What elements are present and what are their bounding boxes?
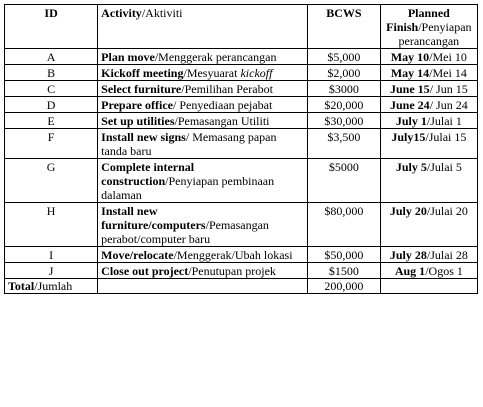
header-finish-sep: / — [418, 20, 422, 34]
row-id: C — [5, 81, 98, 97]
row-id: F — [5, 129, 98, 159]
row-id: D — [5, 97, 98, 113]
activity-ms: Mesyuarat — [186, 66, 241, 80]
row-finish — [380, 81, 477, 97]
total-finish-empty — [380, 279, 477, 294]
activity-sep: / — [185, 130, 190, 144]
row-finish — [380, 263, 477, 279]
row-activity — [98, 49, 308, 65]
activity-ms: Penyediaan pejabat — [176, 98, 273, 112]
total-bcws: 200,000 — [308, 279, 381, 294]
row-activity — [98, 113, 308, 129]
activity-sep: / — [154, 50, 159, 64]
activity-ms: Penyiapan pembinaan dalaman — [101, 174, 275, 202]
finish-ms: Julai 5 — [430, 160, 462, 174]
row-activity — [98, 65, 308, 81]
finish-en: July 28 — [389, 248, 427, 262]
finish-sep: / — [426, 114, 431, 128]
table-row — [5, 81, 478, 97]
activity-sep: / — [183, 66, 187, 80]
activity-ms: Memasang papan tanda baru — [101, 130, 277, 158]
row-finish — [380, 203, 477, 247]
total-label — [5, 279, 98, 294]
total-activity-empty — [98, 279, 308, 294]
row-activity — [98, 81, 308, 97]
finish-sep: / — [426, 160, 431, 174]
finish-en: June 15 — [390, 82, 430, 96]
finish-en: July 20 — [389, 204, 427, 218]
finish-sep: / — [429, 50, 433, 64]
finish-ms: Mei 10 — [432, 50, 467, 64]
table-row — [5, 263, 478, 279]
finish-sep: / — [425, 264, 429, 278]
activity-en: Set up utilities — [101, 114, 175, 128]
finish-ms: Jun 15 — [433, 82, 468, 96]
activity-sep: / — [173, 248, 177, 262]
finish-ms: Ogos 1 — [428, 264, 463, 278]
finish-sep: / — [425, 130, 429, 144]
row-id: G — [5, 159, 98, 203]
total-label-sep: / — [34, 279, 38, 293]
header-finish-ms: Penyiapan perancangan — [398, 20, 472, 48]
row-finish — [380, 49, 477, 65]
activity-en: Kickoff meeting — [101, 66, 184, 80]
activity-en: Plan move — [101, 50, 155, 64]
row-id: E — [5, 113, 98, 129]
row-bcws: $5,000 — [308, 49, 381, 65]
row-activity — [98, 129, 308, 159]
activity-en: Move/relocate — [101, 248, 174, 262]
row-finish — [380, 129, 477, 159]
row-activity — [98, 247, 308, 263]
finish-ms: Julai 20 — [430, 204, 468, 218]
finish-sep: / — [429, 98, 434, 112]
row-finish — [380, 65, 477, 81]
activity-en: Install new furniture/computers — [101, 204, 206, 232]
activity-sep: / — [165, 174, 169, 188]
row-finish — [380, 159, 477, 203]
row-bcws: $80,000 — [308, 203, 381, 247]
row-id: A — [5, 49, 98, 65]
header-activity — [98, 5, 308, 49]
finish-ms: Julai 1 — [430, 114, 462, 128]
header-activity-ms: Aktiviti — [145, 6, 183, 20]
finish-sep: / — [429, 82, 434, 96]
total-label-ms: Jumlah — [37, 279, 73, 293]
activity-en: Complete internal construction — [101, 160, 195, 188]
activity-sep: / — [173, 98, 177, 112]
row-id: I — [5, 247, 98, 263]
table-header-row — [5, 5, 478, 49]
activity-en: Close out project — [101, 264, 189, 278]
row-id: J — [5, 263, 98, 279]
header-bcws: BCWS — [308, 5, 381, 49]
table-row — [5, 159, 478, 203]
row-bcws: $3,500 — [308, 129, 381, 159]
row-finish — [380, 113, 477, 129]
row-bcws: $1500 — [308, 263, 381, 279]
total-row — [5, 279, 478, 294]
header-finish-en: Planned Finish — [386, 6, 450, 34]
activity-ms: Menggerak perancangan — [158, 50, 277, 64]
header-activity-en: Activity — [101, 6, 142, 20]
row-id: B — [5, 65, 98, 81]
total-label-en: Total — [8, 279, 35, 293]
finish-ms: Jun 24 — [433, 98, 468, 112]
finish-ms: Julai 28 — [430, 248, 468, 262]
row-finish — [380, 97, 477, 113]
finish-en: May 14 — [390, 66, 430, 80]
activity-en: Prepare office — [101, 98, 174, 112]
finish-sep: / — [429, 66, 433, 80]
table-row — [5, 247, 478, 263]
row-bcws: $5000 — [308, 159, 381, 203]
header-planned-finish — [380, 5, 477, 49]
row-activity — [98, 263, 308, 279]
activity-ms: Pemilihan Perabot — [184, 82, 273, 96]
row-activity — [98, 159, 308, 203]
table-row — [5, 65, 478, 81]
table-row — [5, 203, 478, 247]
activity-ms-italic: kickoff — [240, 66, 273, 80]
table-row — [5, 113, 478, 129]
finish-en: Aug 1 — [394, 264, 426, 278]
activity-sep: / — [181, 82, 185, 96]
row-bcws: $30,000 — [308, 113, 381, 129]
row-activity — [98, 97, 308, 113]
finish-sep: / — [426, 204, 431, 218]
table-row — [5, 129, 478, 159]
row-bcws: $20,000 — [308, 97, 381, 113]
row-bcws: $50,000 — [308, 247, 381, 263]
finish-en: May 10 — [390, 50, 430, 64]
finish-en: July 1 — [395, 114, 427, 128]
row-finish — [380, 247, 477, 263]
activity-sep: / — [174, 114, 178, 128]
table-row — [5, 97, 478, 113]
activity-sep: / — [188, 264, 192, 278]
activity-budget-table — [4, 4, 478, 294]
row-id: H — [5, 203, 98, 247]
finish-en: July 5 — [395, 160, 427, 174]
row-activity — [98, 203, 308, 247]
finish-ms: Mei 14 — [432, 66, 467, 80]
header-id: ID — [5, 5, 98, 49]
row-bcws: $2,000 — [308, 65, 381, 81]
finish-en: June 24 — [390, 98, 430, 112]
row-bcws: $3000 — [308, 81, 381, 97]
activity-ms: Menggerak/Ubah lokasi — [176, 248, 293, 262]
activity-en: Select furniture — [101, 82, 182, 96]
finish-en: July15 — [391, 130, 426, 144]
activity-ms: Pemasangan perabot/computer baru — [101, 218, 269, 246]
activity-sep: / — [205, 218, 209, 232]
finish-ms: Julai 15 — [428, 130, 467, 144]
header-activity-sep: / — [141, 6, 146, 20]
activity-ms: Pemasangan Utiliti — [177, 114, 270, 128]
activity-ms: Penutupan projek — [191, 264, 276, 278]
activity-en: Install new signs — [101, 130, 186, 144]
table-row — [5, 49, 478, 65]
finish-sep: / — [426, 248, 431, 262]
